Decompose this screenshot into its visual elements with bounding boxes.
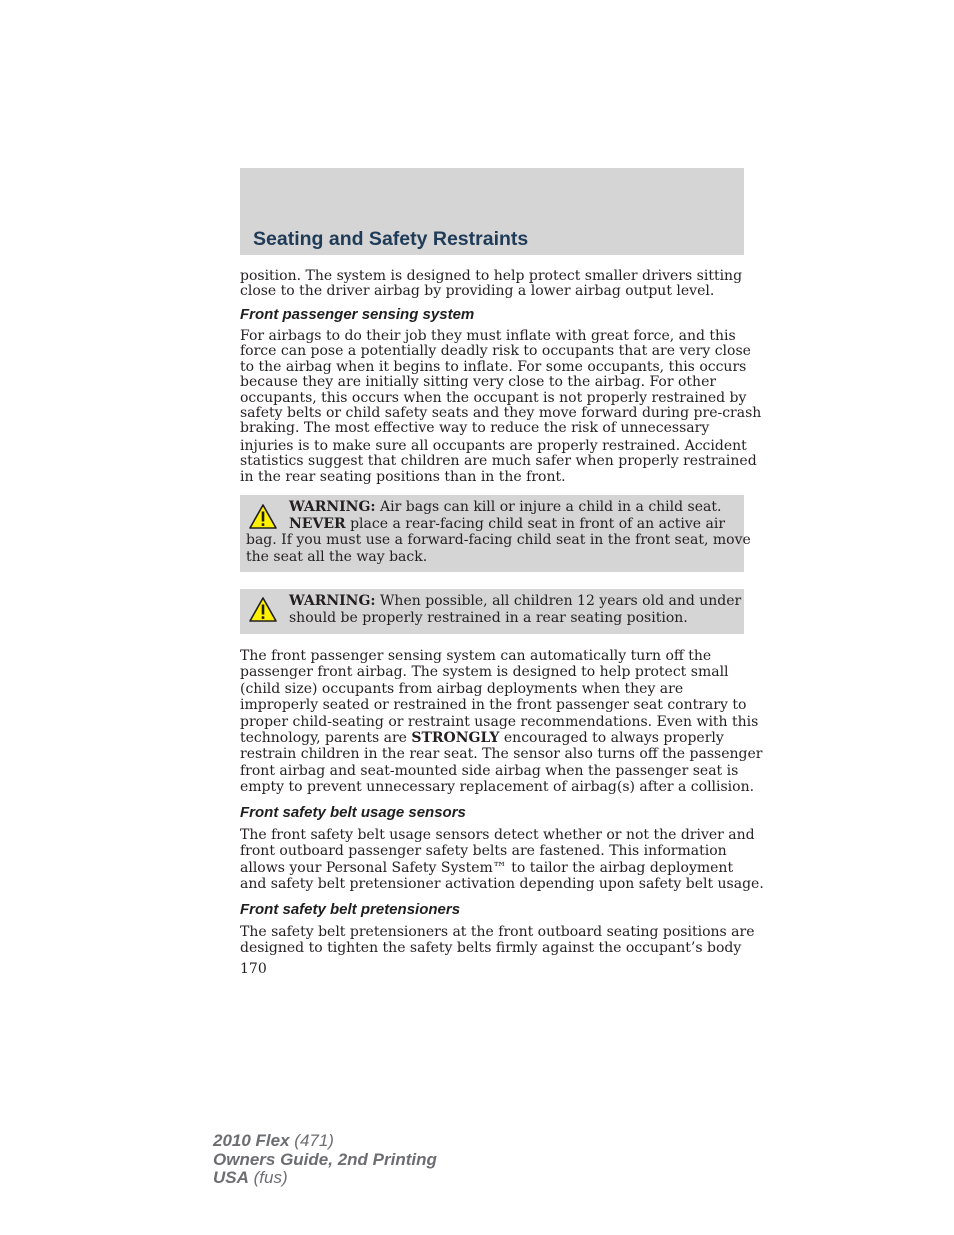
warning-label: WARNING: (289, 593, 376, 609)
text-line: For airbags to do their job they must inflate with great force, and this (240, 328, 736, 344)
warning-line: the seat all the way back. (246, 548, 428, 565)
paragraph-belt-pretensioners (240, 924, 755, 957)
footer-line: Owners Guide, 2nd Printing (213, 1149, 437, 1169)
warning-line: bag. If you must use a forward-facing child seat in the front seat, move (246, 532, 751, 548)
text-line: allows your Personal Safety System™ to tailor the airbag deployment (240, 859, 734, 876)
text-line: The safety belt pretensioners at the front outboard seating positions are (240, 924, 755, 940)
page-number: 170 (240, 961, 267, 977)
text-line: and safety belt pretensioner activation depending upon safety belt usage. (240, 876, 764, 893)
text-line: front airbag and seat-mounted side airbag when the passenger seat is (240, 762, 739, 779)
subheading-belt-usage-sensors: Front safety belt usage sensors (240, 804, 466, 821)
text-line: The front passenger sensing system can automatically turn off the (240, 648, 712, 664)
text-line: safety belts or child safety seats and they move forward during pre-crash (240, 405, 762, 422)
footer-publication-info (213, 1132, 437, 1188)
warning-line: should be properly restrained in a rear seating position. (289, 609, 688, 626)
text-line: improperly seated or restrained in the front passenger seat contrary to (240, 697, 747, 714)
warning-line: WARNING: Air bags can kill or injure a child in a child seat. (289, 499, 722, 515)
text-line: The front safety belt usage sensors detect whether or not the driver and (240, 827, 755, 843)
text-line: designed to tighten the safety belts firmly against the occupant’s body (240, 940, 742, 957)
section-title: Seating and Safety Restraints (253, 228, 529, 250)
subheading-belt-pretensioners: Front safety belt pretensioners (240, 901, 461, 918)
warning-line: NEVER place a rear-facing child seat in front of an active air (289, 515, 726, 532)
text-line: passenger front airbag. The system is designed to help protect small (240, 664, 729, 681)
footer-line: 2010 Flex (471) (213, 1131, 334, 1150)
text-line: occupants, this occurs when the occupant is not properly restrained by (240, 389, 747, 406)
warning-label: WARNING: (289, 499, 376, 515)
text-line: statistics suggest that children are much safer when properly restrained (240, 453, 757, 470)
intro-paragraph (240, 269, 746, 299)
never-emphasis: NEVER (289, 515, 346, 532)
text-line: empty to prevent unnecessary replacement of airbag(s) after a collision. (240, 779, 755, 796)
subheading-front-passenger-sensing: Front passenger sensing system (240, 306, 475, 323)
text-line: in the rear seating positions than in the front. (240, 468, 566, 485)
text-line: technology, parents are STRONGLY encouraged to always properly (240, 730, 724, 747)
text-line: injuries is to make sure all occupants are properly restrained. Accident (240, 437, 747, 454)
paragraph-belt-usage-sensors (240, 827, 764, 893)
text-line: front outboard passenger safety belts are fastened. This information (240, 843, 727, 860)
text-line: restrain children in the rear seat. The sensor also turns off the passenger (240, 746, 763, 763)
text-line: braking. The most effective way to reduce the risk of unnecessary (240, 420, 710, 437)
warning-box-children-rear (240, 589, 744, 634)
warning-line: WARNING: When possible, all children 12 years old and under (289, 593, 742, 609)
warning-triangle-icon (248, 596, 278, 623)
text-line: position. The system is designed to help protect smaller drivers sitting (240, 268, 743, 284)
strongly-emphasis: STRONGLY (411, 730, 500, 747)
text-line: to the airbag when it begins to inflate. For some occupants, this occurs (240, 358, 747, 375)
text-line: proper child-seating or restraint usage recommendations. Even with this (240, 713, 759, 730)
warning-box-child-seat (240, 495, 751, 572)
paragraph-airbag-risk (240, 328, 762, 485)
paragraph-sensing-system (240, 648, 763, 796)
footer-line: USA (fus) (213, 1168, 288, 1187)
text-line: because they are initially sitting very close to the airbag. For other (240, 374, 717, 391)
text-line: (child size) occupants from airbag deployments when they are (240, 680, 684, 697)
text-line: close to the driver airbag by providing a lower airbag output level. (240, 283, 715, 300)
warning-triangle-icon (248, 503, 278, 530)
text-line: force can pose a potentially deadly risk to occupants that are very close (240, 343, 751, 360)
